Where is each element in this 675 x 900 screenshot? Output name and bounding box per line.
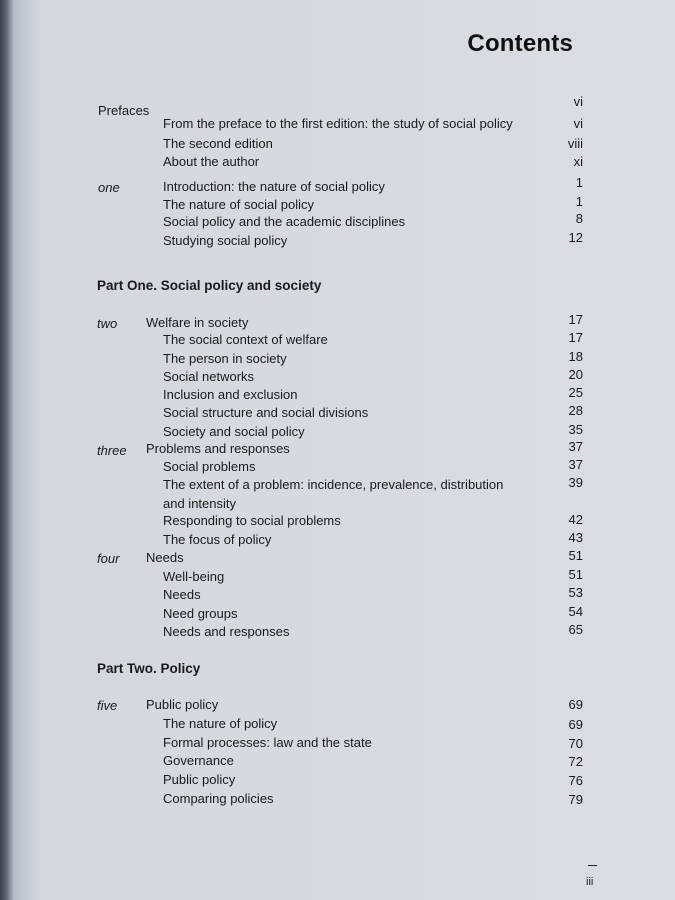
page-ref: 53 (568, 585, 583, 600)
part-heading: Part One. Social policy and society (97, 278, 322, 293)
page-ref: 65 (568, 622, 583, 637)
toc-entry: About the author (163, 154, 260, 169)
page-ref: 54 (568, 604, 583, 619)
toc-entry: The nature of policy (163, 716, 278, 731)
toc-entry: Needs (163, 587, 201, 602)
folio-rule (588, 865, 597, 866)
page-ref: 51 (568, 567, 583, 582)
page-ref: 1 (575, 194, 583, 209)
toc-entry: The nature of social policy (163, 197, 315, 212)
toc-entry: Comparing policies (163, 791, 274, 806)
chapter-title: Welfare in society (146, 315, 249, 330)
page-ref: 37 (568, 457, 583, 472)
toc-entry: Governance (163, 753, 234, 768)
page-ref: 8 (575, 211, 583, 226)
toc-entry: The social context of welfare (163, 332, 328, 347)
chapter-number: one (98, 180, 120, 195)
chapter-number: four (97, 551, 120, 566)
page-ref: 39 (568, 475, 583, 490)
chapter-number: three (97, 443, 127, 458)
page-ref: 17 (568, 330, 583, 345)
toc-entry: Well-being (163, 569, 225, 584)
toc-entry: Social networks (163, 369, 255, 384)
page-ref: 1 (575, 175, 583, 190)
part-heading: Part Two. Policy (97, 661, 201, 676)
toc-entry: The person in society (163, 351, 287, 366)
page-ref: 51 (568, 548, 583, 563)
page-ref: xi (573, 154, 583, 169)
page-ref: 20 (568, 367, 583, 382)
toc-entry-continued: and intensity (163, 496, 236, 511)
toc-entry: The focus of policy (163, 532, 272, 547)
toc-entry: Society and social policy (163, 424, 305, 439)
page-ref: 18 (568, 349, 583, 364)
page-ref: 35 (568, 422, 583, 437)
page-ref: 79 (568, 792, 583, 807)
page-ref: 37 (568, 439, 583, 454)
toc-entry: Responding to social problems (163, 513, 341, 528)
page-ref: viii (567, 136, 583, 151)
section-heading: Prefaces (98, 103, 150, 118)
toc-entry: Formal processes: law and the state (163, 735, 372, 750)
chapter-title: Introduction: the nature of social policy (163, 179, 385, 194)
toc-entry: Studying social policy (163, 233, 288, 248)
toc-entry: Social policy and the academic disciplines (163, 214, 406, 229)
chapter-title: Public policy (146, 697, 219, 712)
chapter-title: Needs (146, 550, 184, 565)
page-ref: vi (573, 116, 583, 131)
toc-entry: The extent of a problem: incidence, prevalence, distribution (163, 477, 504, 492)
toc-entry: Social structure and social divisions (163, 405, 369, 420)
toc-entry: Public policy (163, 772, 236, 787)
page-ref: 12 (568, 230, 583, 245)
page-title: Contents (467, 30, 573, 57)
page-ref: 42 (568, 512, 583, 527)
page-ref: 17 (568, 312, 583, 327)
toc-entry: Needs and responses (163, 624, 290, 639)
toc-entry: Need groups (163, 606, 238, 621)
toc-entry: From the preface to the first edition: the study of social policy (163, 116, 513, 131)
page-ref: 72 (568, 754, 583, 769)
toc-entry: The second edition (163, 136, 273, 151)
page-ref: 28 (568, 403, 583, 418)
page-ref: 70 (568, 736, 583, 751)
chapter-title: Problems and responses (146, 441, 290, 456)
page-ref: 76 (568, 773, 583, 788)
page-ref: vi (573, 94, 583, 109)
page-ref: 69 (568, 697, 583, 712)
page-number: iii (586, 876, 594, 888)
page-ref: 43 (568, 530, 583, 545)
page-ref: 25 (568, 385, 583, 400)
page-ref: 69 (568, 717, 583, 732)
toc-entry: Social problems (163, 459, 256, 474)
chapter-number: two (97, 316, 118, 331)
chapter-number: five (97, 698, 118, 713)
toc-entry: Inclusion and exclusion (163, 387, 298, 402)
